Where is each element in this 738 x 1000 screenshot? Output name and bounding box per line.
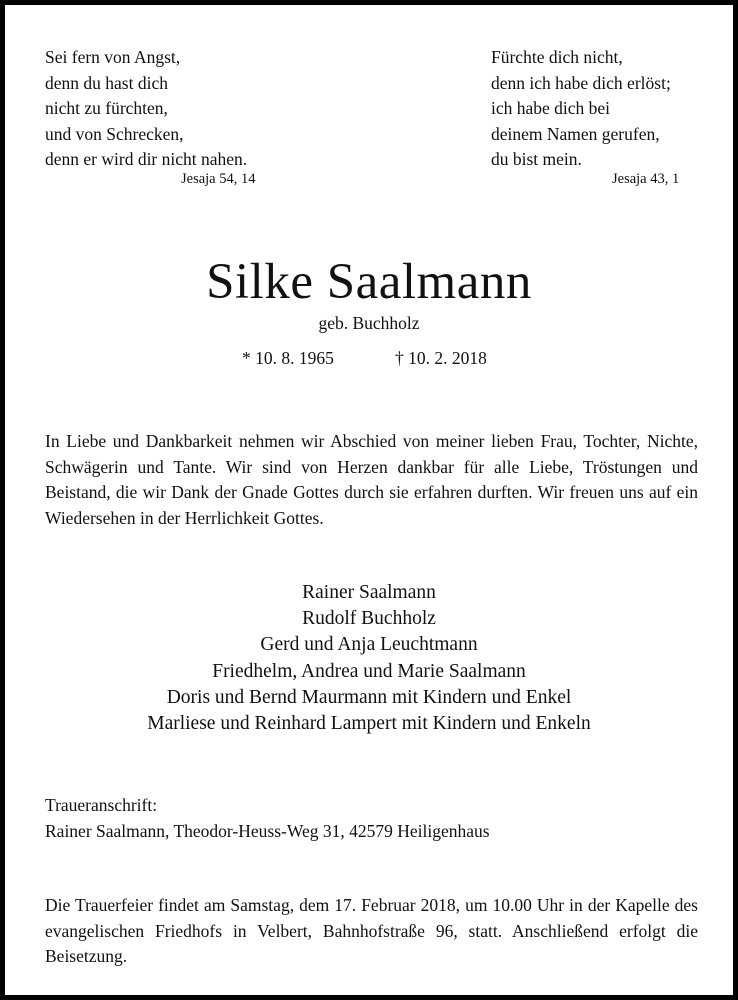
verse-reference-left: Jesaja 54, 14 xyxy=(181,171,256,187)
verse-line: denn er wird dir nicht nahen. xyxy=(45,149,248,170)
verse-line: Sei fern von Angst, xyxy=(45,47,181,67)
mourner-entry: Gerd und Anja Leuchtmann xyxy=(260,634,478,656)
mourner-entry: Friedhelm, Andrea und Marie Saalmann xyxy=(212,660,526,682)
verse-line: nicht zu fürchten, xyxy=(45,98,168,119)
verse-line: denn ich habe dich erlöst; xyxy=(491,72,671,93)
deceased-name: Silke Saalmann xyxy=(206,254,532,310)
verse-line: ich habe dich bei xyxy=(491,98,611,119)
address-text: Rainer Saalmann, Theodor-Heuss-Weg 31, 42579 Heiligenhaus xyxy=(45,820,490,841)
address-label: Traueranschrift: xyxy=(45,795,158,815)
birth-date: * 10. 8. 1965 xyxy=(242,348,334,368)
death-date: † 10. 2. 2018 xyxy=(395,348,487,368)
mourner-entry: Marliese und Reinhard Lampert mit Kindern und Enkeln xyxy=(147,713,591,735)
maiden-name: geb. Buchholz xyxy=(318,313,420,333)
verse-line: du bist mein. xyxy=(491,149,582,170)
ceremony-paragraph: Die Trauerfeier findet am Samstag, dem 17. Februar 2018, um 10.00 Uhr in der Kapelle des evangelischen Friedhofs in Velbert, Bahnhofstraße 96, statt. Anschließend erfolgt die Beisetzung. xyxy=(45,895,698,967)
mourning-address xyxy=(45,793,698,844)
verse-line: denn du hast dich xyxy=(45,72,168,93)
mourners-list xyxy=(5,580,733,737)
verse-line: und von Schrecken, xyxy=(45,123,184,144)
mourner-entry: Rudolf Buchholz xyxy=(302,608,436,630)
verse-line: deinem Namen gerufen, xyxy=(491,123,660,144)
bible-verse-left xyxy=(45,45,305,173)
verse-line: Fürchte dich nicht, xyxy=(491,47,623,67)
mourner-entry: Doris und Bernd Maurmann mit Kindern und Enkel xyxy=(166,686,572,708)
mourner-entry: Rainer Saalmann xyxy=(302,582,436,603)
verse-reference-right: Jesaja 43, 1 xyxy=(612,171,680,187)
bible-verse-right xyxy=(491,45,711,173)
tribute-paragraph: In Liebe und Dankbarkeit nehmen wir Abschied von meiner lieben Frau, Tochter, Nichte, Schwägerin und Tante. Wir sind von Herzen dankbar für alle Liebe, Tröstungen und Beistand, die wir Dank der Gnade Gottes durch sie erfahren durften. Wir freuen uns auf ein Wiedersehen in der Herrlichkeit Gottes. xyxy=(45,431,698,529)
